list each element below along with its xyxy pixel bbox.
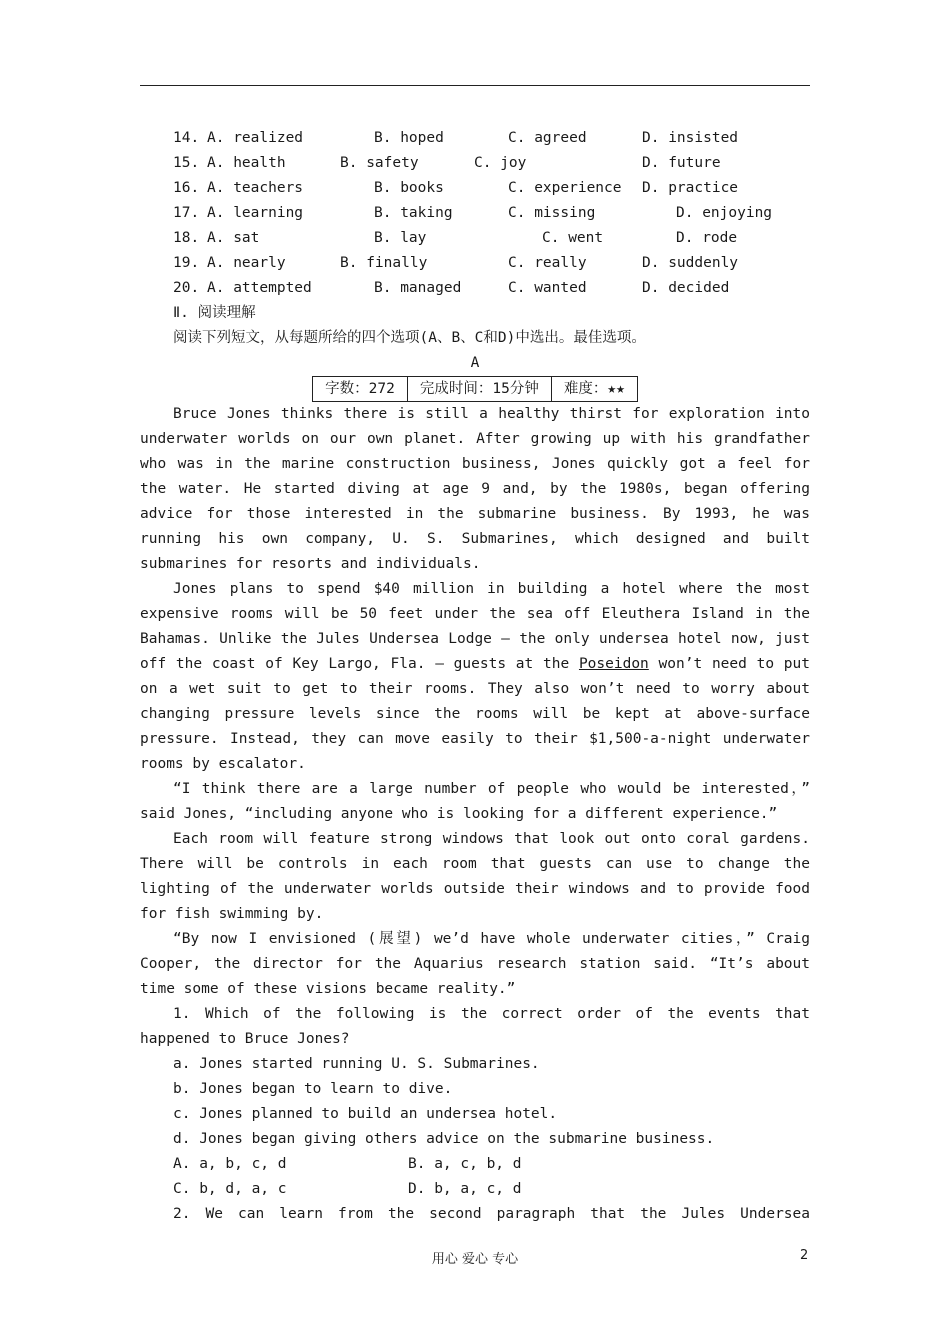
footer-motto: 用心 爱心 专心 (431, 1252, 519, 1267)
choice-a: A. attempted (207, 280, 312, 296)
choice-b: B. safety (340, 155, 419, 171)
choice-b: B. hoped (374, 130, 444, 146)
option-row (140, 276, 810, 301)
choice-c: C. experience (508, 180, 622, 196)
choice-d: D. enjoying (676, 205, 773, 221)
question-number: 16. (173, 180, 200, 196)
option-row (140, 151, 810, 176)
question-number: 18. (173, 230, 200, 246)
event-item: a. Jones started running U. S. Submarines. (173, 1056, 540, 1072)
difficulty-rating: 难度：★★ (551, 377, 637, 402)
answer-d: D. b, a, c, d (408, 1181, 522, 1197)
paragraph-5: “By now I envisioned (展望) we’d have whole underwater cities，” Craig Cooper, the director for the Aquarius research station said. “It’s about time some of these visions became reality.” (140, 931, 810, 997)
question-number: 17. (173, 205, 200, 221)
event-item: b. Jones began to learn to dive. (173, 1081, 453, 1097)
paragraph-3: “I think there are a large number of people who would be interested，” said Jones, “including anyone who is looking for a different experience.” (140, 781, 810, 822)
answer-c: C. b, d, a, c (173, 1181, 287, 1197)
choice-a: A. realized (207, 130, 304, 146)
answer-options-row (140, 1152, 810, 1177)
question-number: 19. (173, 255, 200, 271)
instructions: 阅读下列短文，从每题所给的四个选项(A、B、C和D)中选出。最佳选项。 (173, 330, 646, 346)
option-row (140, 201, 810, 226)
hotel-name-underlined: Poseidon (578, 656, 649, 672)
choice-c: C. wanted (508, 280, 587, 296)
answer-a: A. a, b, c, d (173, 1156, 287, 1172)
question-1-stem: 1. Which of the following is the correct order of the events that happened to Bruce Jones? (140, 1006, 810, 1047)
option-row (140, 176, 810, 201)
passage-label: A (470, 355, 480, 371)
choice-b: B. finally (340, 255, 428, 271)
choice-c: C. agreed (508, 130, 587, 146)
option-row (140, 251, 810, 276)
choice-b: B. lay (374, 230, 427, 246)
paragraph-2-text: Jones plans to spend $40 million in building a hotel where the most expensive rooms will be 50 feet under the sea off Eleuthera Island in the Bahamas. Unlike the Jules Undersea Lodge — the only undersea hotel now, just off the coast of Key Largo, Fla. — guests at the (140, 581, 810, 672)
choice-a: A. health (207, 155, 286, 171)
question-number: 14. (173, 130, 200, 146)
choice-d: D. future (642, 155, 721, 171)
choice-c: C. joy (474, 155, 527, 171)
cloze-options (140, 126, 810, 301)
choice-d: D. decided (642, 280, 730, 296)
choice-c: C. went (542, 230, 604, 246)
option-row (140, 226, 810, 251)
choice-a: A. nearly (207, 255, 286, 271)
section-title: Ⅱ. 阅读理解 (173, 305, 256, 321)
paragraph-4: Each room will feature strong windows that look out onto coral gardens. There will be controls in each room that guests can use to change the lighting of the underwater worlds outside their windows and to provide food for fish swimming by. (140, 831, 810, 922)
choice-c: C. really (508, 255, 587, 271)
answer-b: B. a, c, b, d (408, 1156, 522, 1172)
event-item: d. Jones began giving others advice on the submarine business. (173, 1131, 715, 1147)
choice-d: D. practice (642, 180, 739, 196)
choice-d: D. insisted (642, 130, 739, 146)
paragraph-2 (140, 577, 810, 777)
passage-info-table (312, 376, 638, 402)
paragraph-2-text-cont: won’t need to put on a wet suit to get to their rooms. They also won’t need to worry about changing pressure levels since the rooms will be kept at above-surface pressure. Instead, they can move easily to their $1,500-a-night underwater rooms by escalator. (140, 656, 810, 772)
page-number: 2 (800, 1248, 809, 1263)
paragraph-1: Bruce Jones thinks there is still a healthy thirst for exploration into underwater worlds on our own planet. After growing up with his grandfather who was in the marine construction business, Jones quickly got a feel for the water. He started diving at age 9 and, by the 1980s, began offering advice for those interested in the submarine business. By 1993, he was running his own company, U. S. Submarines, which designed and built submarines for resorts and individuals. (140, 406, 810, 572)
choice-a: A. learning (207, 205, 304, 221)
choice-d: D. rode (676, 230, 738, 246)
question-2-stem: 2. We can learn from the second paragraph that the Jules Undersea (173, 1206, 810, 1222)
choice-b: B. managed (374, 280, 462, 296)
choice-b: B. books (374, 180, 444, 196)
choice-b: B. taking (374, 205, 453, 221)
choice-c: C. missing (508, 205, 596, 221)
event-item: c. Jones planned to build an undersea hotel. (173, 1106, 558, 1122)
document-page (140, 126, 810, 1227)
question-number: 20. (173, 280, 200, 296)
word-count: 字数：272 (313, 377, 408, 402)
question-number: 15. (173, 155, 200, 171)
answer-options-row (140, 1177, 810, 1202)
choice-a: A. sat (207, 230, 260, 246)
header-rule (140, 85, 810, 86)
time-limit: 完成时间：15分钟 (407, 377, 551, 402)
choice-d: D. suddenly (642, 255, 739, 271)
choice-a: A. teachers (207, 180, 304, 196)
option-row (140, 126, 810, 151)
